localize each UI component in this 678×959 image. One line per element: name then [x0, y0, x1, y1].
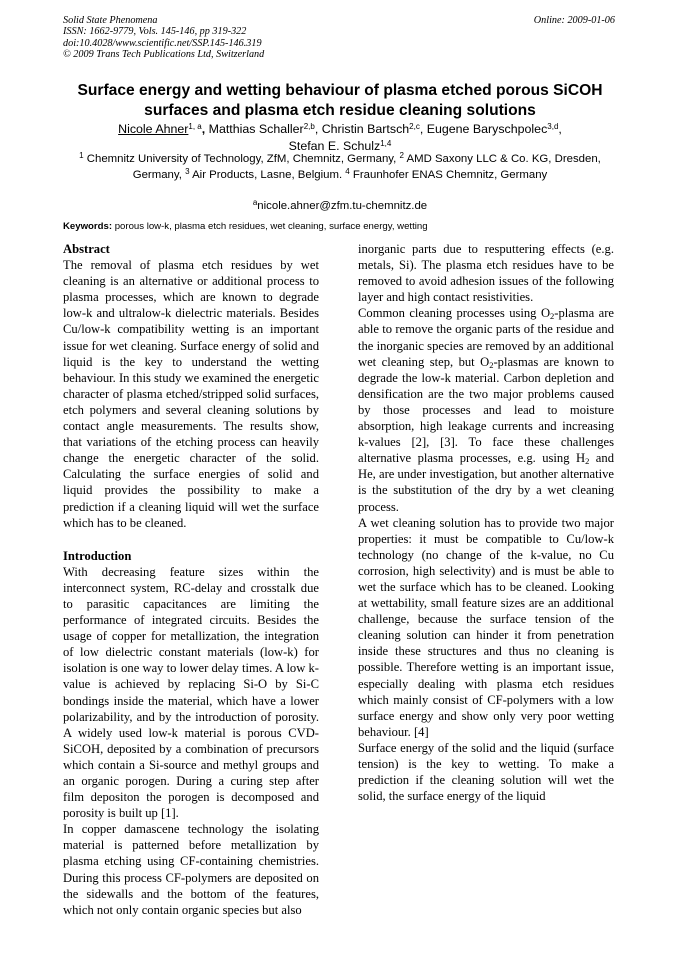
affiliations: [60, 152, 620, 183]
p3-part-c: -plasmas are known to degrade the low-k material. Carbon depletion and densification are the two major problems caused by those processes and lead to moisture absorption, high leakage currents and increasing k-values [2], [3]. To face these challenges alternative plasma processes, e.g. using H: [358, 354, 614, 466]
author-separator: ,: [314, 122, 322, 136]
right-column: [358, 241, 614, 804]
p3-sub-3: 2: [585, 456, 590, 467]
email-address[interactable]: nicole.ahner@zfm.tu-chemnitz.de: [257, 200, 428, 212]
p3-part-a: Common cleaning processes using O: [358, 306, 551, 321]
author-line-1: [60, 121, 620, 138]
keywords: [63, 220, 623, 233]
affil-text: Air Products, Lasne, Belgium.: [192, 168, 346, 181]
author-separator: ,: [419, 122, 427, 136]
abstract-text: The removal of plasma etch residues by wet cleaning is an alternative or additional process to plasma processes, which are known to degrade low-k and ultralow-k dielectric materials. Besides Cu/low-k compatibility wetting is an important issue for wet cleaning. Surface energy of solid and liquid is the key to understand the wetting behaviour. In this study we examined the energetic character of plasma etched/stripped solid surfaces, etch polymers and several cleaning solutions by contact angle measurements. The results show, that variations of the etching process can heavily change the energetic character of the solid. Calculating the surface energies of solid and liquid provides the possibility to make a prediction if a cleaning liquid will wet the surface which has to be cleaned.: [63, 258, 319, 530]
title-line-2: surfaces and plasma etch residue cleaning solutions: [144, 102, 536, 119]
email-sup: a: [252, 198, 258, 207]
affil-sup: 1: [79, 151, 84, 160]
affil-text: Fraunhofer ENAS Chemnitz, Germany: [352, 168, 548, 181]
author-name: Stefan E. Schulz: [288, 139, 381, 153]
author-name: Matthias Schaller: [208, 122, 304, 136]
paper-title: [40, 81, 640, 121]
intro-paragraph-4: A wet cleaning solution has to provide two major properties: it must be compatible to Cu/low-k technology (no change of the k-value, no Cu corrosion, high selectivity) and is must be able to wet the surface which has to be cleaned. Looking at wettability, small feature sizes are an additional challenge, because the surface tension of the cleaning solution can hinder it from penetration inside these structures and thus no cleaning is possible. Therefore wetting is an important issue, especially dealing with plasma etch residues which mainly consist of CF-polymers with a low surface energy and show only very poor wetting behaviour. [4]: [358, 515, 614, 739]
author-list: [60, 121, 620, 155]
affil-sup: 4: [345, 166, 350, 176]
introduction-heading: Introduction: [63, 548, 132, 563]
author-separator: ,: [558, 122, 562, 136]
p3-sub-1: 2: [550, 311, 555, 322]
affil-sup: 2: [399, 151, 404, 160]
affil-text: Chemnitz University of Technology, ZfM, Chemnitz, Germany,: [86, 153, 400, 165]
author-separator: ,: [201, 122, 209, 136]
keywords-label: Keywords:: [63, 221, 113, 232]
affil-sup: 3: [185, 166, 190, 176]
p3-part-d: and He, are under investigation, but another alternative is the substitution of the dry by a wet cleaning process.: [358, 451, 614, 514]
author-affil-sup: 1,4: [380, 139, 392, 148]
journal-doi[interactable]: doi:10.4028/www.scientific.net/SSP.145-146.319: [63, 37, 262, 49]
corresponding-email: [60, 199, 620, 213]
author-name: Nicole Ahner: [118, 122, 189, 136]
p3-sub-2: 2: [489, 359, 494, 370]
title-line-1: Surface energy and wetting behaviour of plasma etched porous SiCOH: [77, 82, 603, 99]
intro-paragraph-1: With decreasing feature sizes within the interconnect system, RC-delay and crosstalk due to parasitic capacitances are limiting the performance of integrated circuits. Besides the usage of copper for metallization, the integration of low dielectric constant materials (low-k) for isolation is one way to lower delay times. A low k-value is achieved by replacing Si-O by Si-C bondings inside the material, which have a lower polarizability, and by the introduction of porosity. A widely used low-k material is porous CVD-SiCOH, deposited by a combination of precursors which contain a Si-source and methyl groups and an organic porogen. During a curing step after film depositon the porogen is decomposed and porosity is built up [1].: [63, 564, 319, 821]
intro-paragraph-2-continued: inorganic parts due to resputtering effects (e.g. metals, Si). The plasma etch residues have to be removed to avoid adhesion issues of the following layer and high contact resistivities.: [358, 242, 614, 305]
p3-part-b: -plasma are able to remove the organic parts of the residue and the inorganic species are removed by an additional wet cleaning step, but O: [358, 306, 615, 369]
intro-paragraph-3: [358, 305, 614, 514]
intro-paragraph-2: [63, 821, 319, 918]
affil-text: AMD Saxony LLC & Co. KG, Dresden, Germany,: [132, 153, 601, 181]
left-column: [63, 241, 319, 918]
author-affil-sup: 2,b: [303, 122, 315, 131]
journal-copyright: © 2009 Trans Tech Publications Ltd, Switzerland: [63, 49, 265, 61]
author-name: Eugene Baryschpolec: [426, 122, 548, 136]
author-affil-sup: 1, a: [188, 122, 202, 131]
author-affil-sup: 3,d: [547, 122, 559, 131]
online-date: Online: 2009-01-06: [533, 15, 615, 26]
intro-paragraph-2-text: In copper damascene technology the isolating material is patterned before metallization by plasma etching using CF-containing chemistries. During this process CF-polymers are deposited on the sidewalls and the bottom of the features, which not only contain organic species but also: [63, 822, 319, 917]
section-gap: [63, 531, 319, 548]
author-name: Christin Bartsch: [321, 122, 410, 136]
journal-header: [63, 15, 264, 61]
journal-name: Solid State Phenomena: [63, 15, 158, 26]
author-affil-sup: 2,c: [409, 122, 420, 131]
keywords-text: porous low-k, plasma etch residues, wet cleaning, surface energy, wetting: [114, 221, 428, 232]
journal-issn: ISSN: 1662-9779, Vols. 145-146, pp 319-322: [63, 26, 247, 38]
abstract-heading: Abstract: [63, 242, 110, 256]
intro-paragraph-5: Surface energy of the solid and the liquid (surface tension) is the key to wetting. To make a prediction if the cleaning solution will wet the solid, the surface energy of the liquid: [358, 740, 614, 804]
